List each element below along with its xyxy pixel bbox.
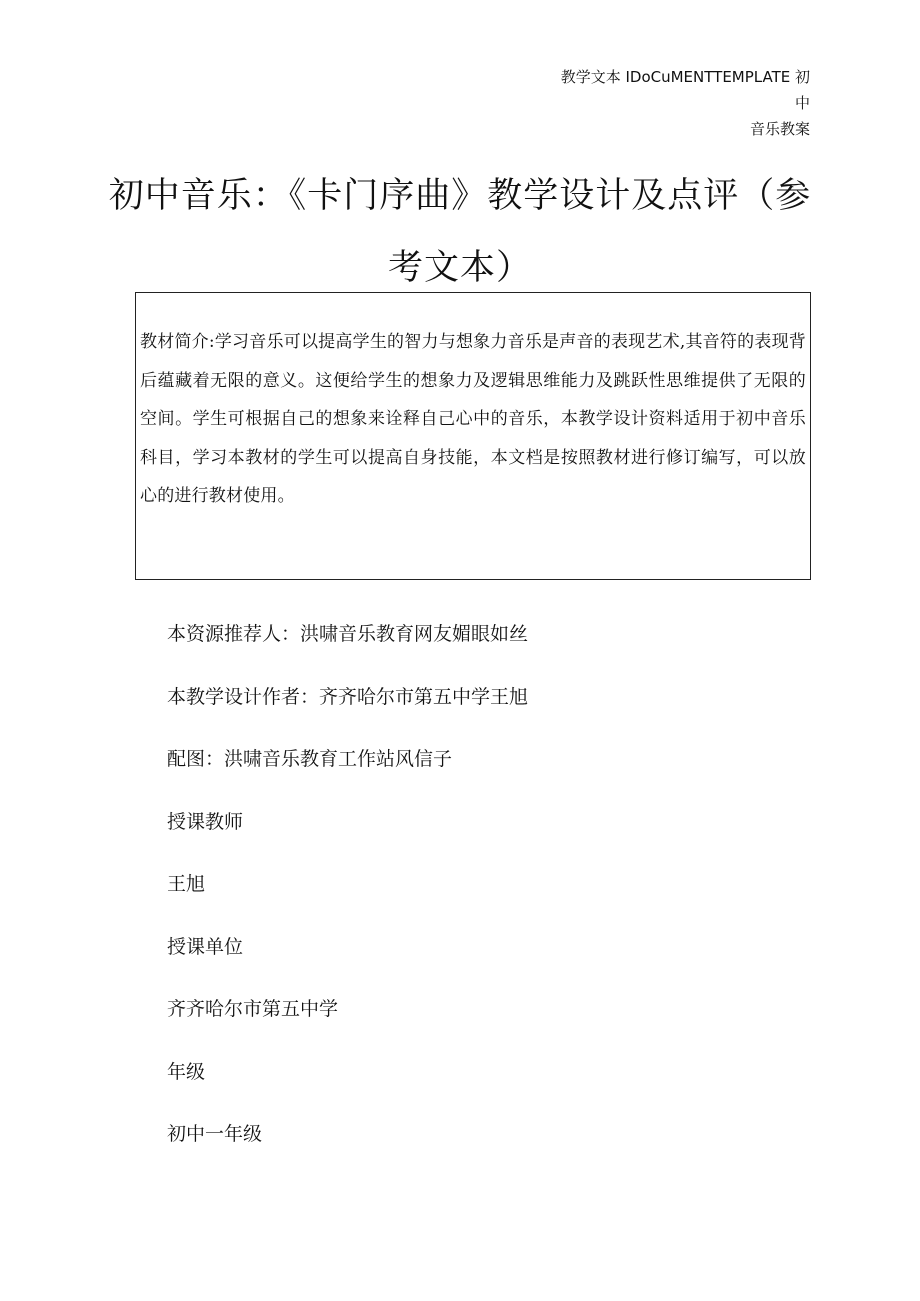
school-value: 齐齐哈尔市第五中学: [167, 998, 339, 1020]
recommender-line: 本资源推荐人：洪啸音乐教育网友媚眼如丝: [167, 623, 529, 645]
grade-value: 初中一年级: [167, 1123, 263, 1145]
school-label: 授课单位: [167, 935, 244, 958]
teacher-value: 王旭: [167, 873, 206, 895]
illustration-line: 配图：洪啸音乐教育工作站风信子: [167, 748, 453, 770]
intro-box: [135, 292, 811, 580]
header-note: [550, 64, 810, 142]
grade-label: 年级: [167, 1060, 206, 1083]
document-title: 初中音乐：《卡门序曲》教学设计及点评（参考文本）: [108, 176, 812, 288]
info-list: [167, 612, 807, 1175]
header-note-line-2: 音乐教案: [749, 120, 810, 138]
teacher-label: 授课教师: [167, 810, 244, 833]
author-line: 本教学设计作者：齐齐哈尔市第五中学王旭: [167, 685, 529, 708]
intro-text: 教材简介:学习音乐可以提高学生的智力与想象力音乐是声音的表现艺术,其音符的表现背后蕴藏着无限的意义。这便给学生的想象力及逻辑思维能力及跳跃性思维提供了无限的空间。学生可根据自己的想象来诠释自己心中的音乐，本教学设计资料适用于初中音乐科目，学习本教材的学生可以提高自身技能，本文档是按照教材进行修订编写，可以放心的进行教材使用。: [140, 332, 806, 506]
header-note-line-1: 教学文本 IDoCuMENTTEMPLATE 初中: [560, 68, 810, 112]
